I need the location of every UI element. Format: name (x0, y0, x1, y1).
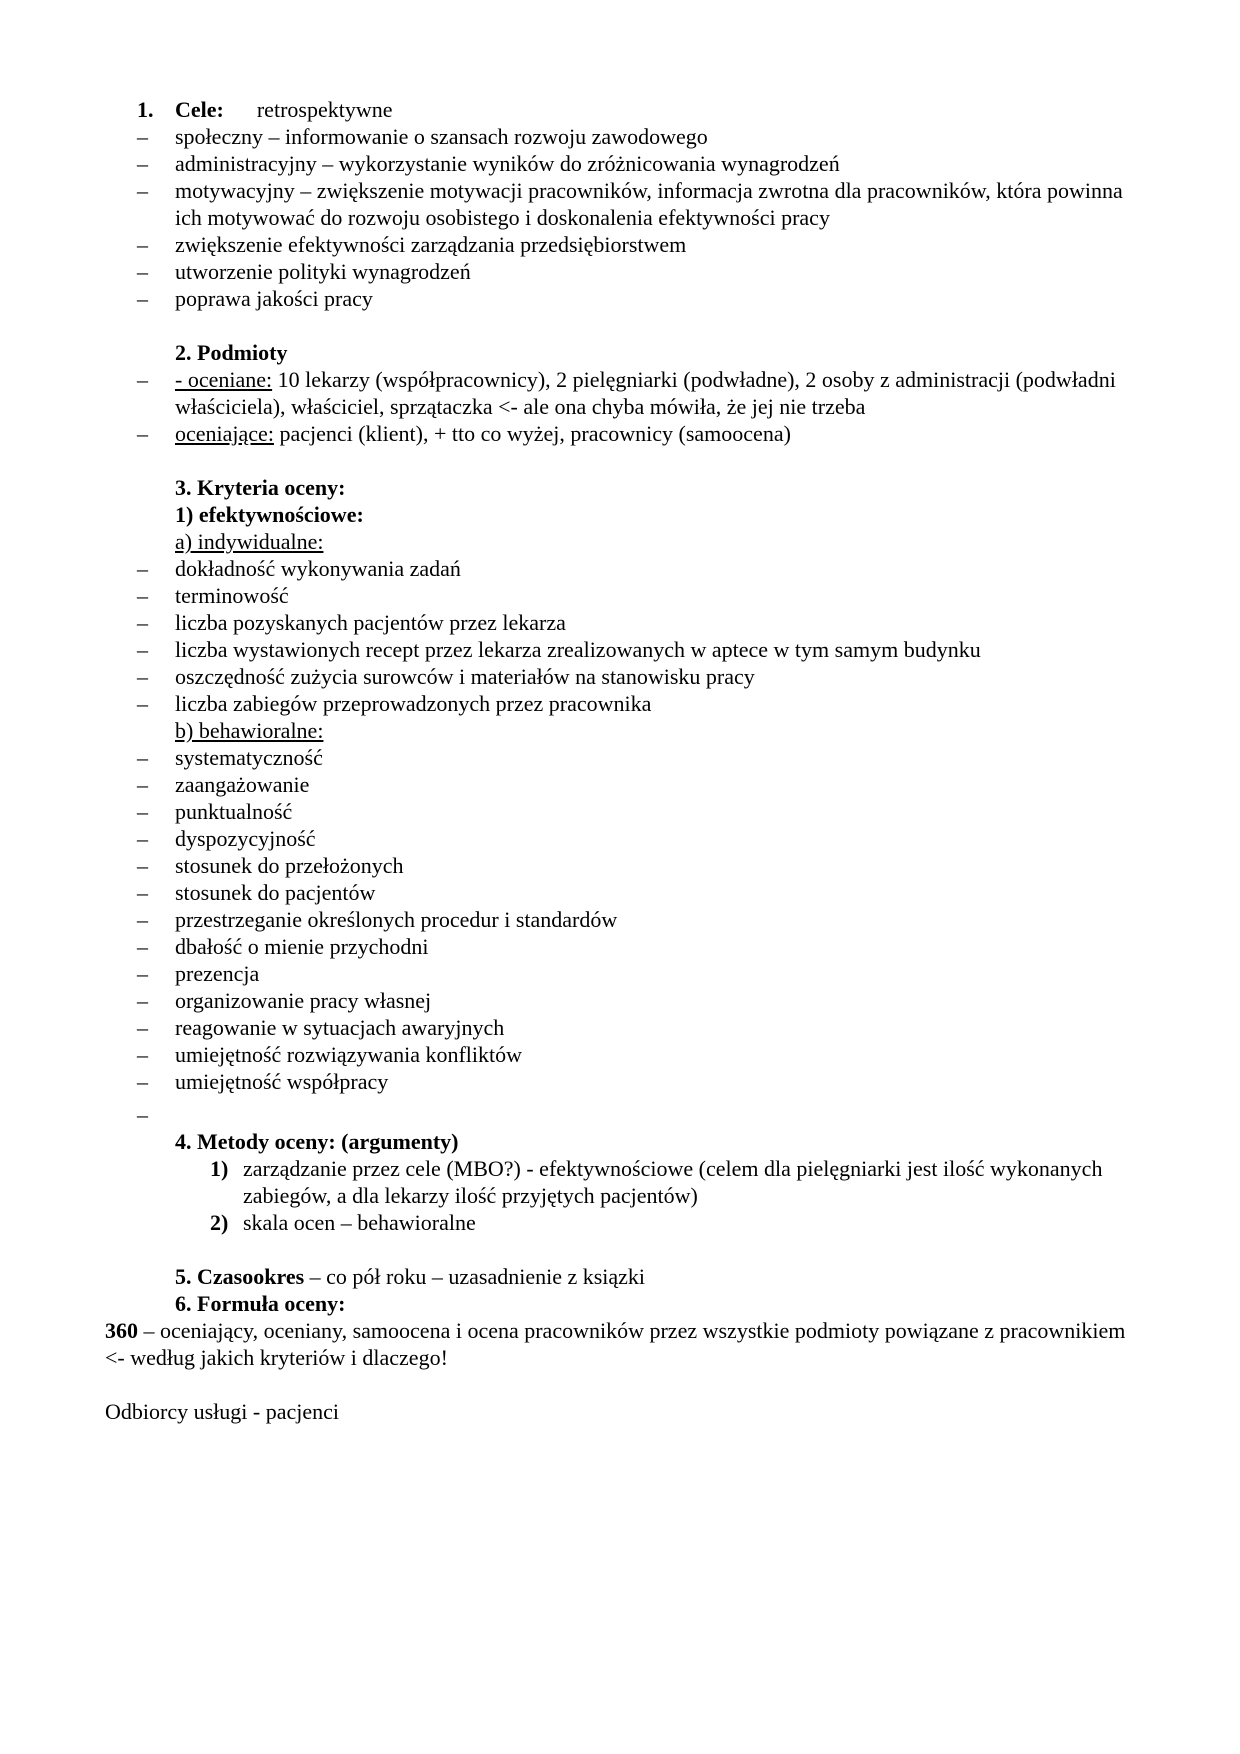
text-content (175, 96, 1140, 123)
text-run: zaangażowanie (175, 772, 310, 797)
blank-line (105, 1371, 1140, 1398)
section-heading-line (175, 1128, 1140, 1155)
paragraph (105, 1398, 1140, 1425)
list-marker: – (137, 1042, 148, 1067)
text-run: 10 lekarzy (współpracownicy), 2 pielęgniarki (podwładne), 2 osoby z administracji (podwładni właściciela), właściciel, sprzątaczka <- ale ona chyba mówiła, że jej nie trzeba (175, 367, 1122, 419)
text-content (105, 1398, 1140, 1425)
list-marker: – (137, 664, 148, 689)
list-marker: – (137, 934, 148, 959)
list-marker: – (137, 367, 148, 392)
list-marker: – (137, 421, 148, 446)
text-content (175, 339, 1140, 366)
text-content (175, 474, 1140, 501)
text-content (175, 1068, 1140, 1095)
list-marker: – (137, 610, 148, 635)
text-run: Odbiorcy usługi - pacjenci (105, 1399, 339, 1424)
dash-list-item (137, 150, 1140, 177)
text-run: 5. Czasookres (175, 1264, 305, 1289)
text-content (175, 771, 1140, 798)
text-run: retrospektywne (223, 97, 393, 122)
list-marker: – (137, 1015, 148, 1040)
text-run: reagowanie w sytuacjach awaryjnych (175, 1015, 505, 1040)
dash-list-item (137, 987, 1140, 1014)
text-run: umiejętność współpracy (175, 1069, 389, 1094)
text-run: liczba zabiegów przeprowadzonych przez pracownika (175, 691, 652, 716)
list-marker: – (137, 232, 148, 257)
text-content (175, 285, 1140, 312)
dash-list-item (137, 1041, 1140, 1068)
list-marker: – (137, 799, 148, 824)
dash-list-item (137, 690, 1140, 717)
list-marker: – (137, 745, 148, 770)
text-content (175, 1128, 1140, 1155)
dash-list-item (137, 1068, 1140, 1095)
text-content (175, 366, 1140, 420)
list-marker: – (137, 826, 148, 851)
dash-list-item (137, 663, 1140, 690)
list-marker: – (137, 988, 148, 1013)
text-content (175, 798, 1140, 825)
text-run: systematyczność (175, 745, 323, 770)
text-content (175, 1095, 1140, 1122)
dash-list-item (137, 852, 1140, 879)
section-heading-line (175, 339, 1140, 366)
dash-list-item (137, 420, 1140, 447)
text-content (175, 1041, 1140, 1068)
text-run: oszczędność zużycia surowców i materiałów na stanowisku pracy (175, 664, 755, 689)
text-run: 360 (105, 1318, 138, 1343)
blank-line (105, 447, 1140, 474)
section-heading-line (175, 501, 1140, 528)
dash-list-item (137, 285, 1140, 312)
text-run: organizowanie pracy własnej (175, 988, 432, 1013)
list-marker: – (137, 286, 148, 311)
text-run: poprawa jakości pracy (175, 286, 373, 311)
dash-list-item (137, 933, 1140, 960)
dash-list-item (137, 582, 1140, 609)
text-content (175, 717, 1140, 744)
text-run: oceniające: (175, 421, 274, 446)
dash-list-item (137, 636, 1140, 663)
text-run: punktualność (175, 799, 293, 824)
list-marker: – (137, 259, 148, 284)
text-content (175, 987, 1140, 1014)
text-run: administracyjny – wykorzystanie wyników do zróżnicowania wynagrodzeń (175, 151, 840, 176)
text-run: liczba pozyskanych pacjentów przez lekarza (175, 610, 566, 635)
section-heading-line (175, 717, 1140, 744)
list-marker: – (137, 907, 148, 932)
text-run: stosunek do pacjentów (175, 880, 376, 905)
text-content (175, 852, 1140, 879)
text-content (175, 1263, 1140, 1290)
text-run: terminowość (175, 583, 289, 608)
text-content (175, 582, 1140, 609)
dash-list-item (137, 609, 1140, 636)
section-heading-line (175, 528, 1140, 555)
text-run: – oceniający, oceniany, samoocena i ocena pracowników przez wszystkie podmioty powiązane z pracownikiem <- według jakich kryteriów i dlaczego! (105, 1318, 1137, 1370)
list-marker: – (137, 880, 148, 905)
text-run: prezencja (175, 961, 260, 986)
dash-list-item (137, 177, 1140, 231)
text-run: motywacyjny – zwiększenie motywacji pracowników, informacja zwrotna dla pracowników, która powinna ich motywować do rozwoju osobistego i doskonalenia efektywności pracy (175, 178, 1129, 230)
list-marker: – (137, 691, 148, 716)
text-content (175, 609, 1140, 636)
dash-list-item (137, 123, 1140, 150)
dash-list-item (137, 555, 1140, 582)
list-marker: – (137, 583, 148, 608)
text-content (175, 663, 1140, 690)
text-run: Cele: (175, 97, 224, 122)
text-content (175, 636, 1140, 663)
list-marker: – (137, 178, 148, 203)
text-run: b) behawioralne: (175, 718, 324, 743)
sub-numbered-list-item (210, 1155, 1140, 1209)
dash-list-item (137, 771, 1140, 798)
text-run: 1) efektywnościowe: (175, 502, 364, 527)
section-heading-line (175, 1263, 1140, 1290)
dash-list-item (137, 366, 1140, 420)
blank-line (105, 1236, 1140, 1263)
text-run: umiejętność rozwiązywania konfliktów (175, 1042, 523, 1067)
text-run: a) indywidualne: (175, 529, 324, 554)
blank-line (105, 312, 1140, 339)
paragraph (105, 1317, 1140, 1371)
list-marker: – (137, 637, 148, 662)
text-content (175, 1014, 1140, 1041)
list-marker: – (137, 151, 148, 176)
text-run: – co pół roku – uzasadnienie z ksiązki (304, 1264, 646, 1289)
text-content (175, 744, 1140, 771)
section-heading-line (175, 1290, 1140, 1317)
dash-list-item (137, 906, 1140, 933)
text-run: 2. Podmioty (175, 340, 288, 365)
dash-list-item (137, 879, 1140, 906)
list-marker: – (137, 961, 148, 986)
dash-list-item (137, 960, 1140, 987)
sub-numbered-list-item (210, 1209, 1140, 1236)
text-run: stosunek do przełożonych (175, 853, 404, 878)
dash-list-item (137, 258, 1140, 285)
document-content (105, 96, 1140, 1425)
dash-list-item (137, 744, 1140, 771)
dash-list-item (137, 1014, 1140, 1041)
text-run: utworzenie polityki wynagrodzeń (175, 259, 471, 284)
text-content (175, 879, 1140, 906)
text-run: przestrzeganie określonych procedur i standardów (175, 907, 618, 932)
text-content (175, 420, 1140, 447)
list-marker: – (137, 772, 148, 797)
text-content (175, 123, 1140, 150)
text-run: - oceniane: (175, 367, 273, 392)
dash-list-item (137, 825, 1140, 852)
list-marker: 2) (210, 1210, 229, 1235)
list-marker: – (137, 853, 148, 878)
text-run: zwiększenie efektywności zarządzania przedsiębiorstwem (175, 232, 687, 257)
dash-list-item (137, 798, 1140, 825)
list-marker: – (137, 556, 148, 581)
text-run: 6. Formuła oceny: (175, 1291, 346, 1316)
text-run: pacjenci (klient), + tto co wyżej, pracownicy (samoocena) (273, 421, 791, 446)
numbered-list-item (137, 96, 1140, 123)
dash-list-item (137, 231, 1140, 258)
text-content (175, 906, 1140, 933)
text-content (175, 258, 1140, 285)
text-content (243, 1209, 1140, 1236)
section-heading-line (175, 474, 1140, 501)
list-marker: – (137, 124, 148, 149)
text-run: dokładność wykonywania zadań (175, 556, 461, 581)
text-run: liczba wystawionych recept przez lekarza zrealizowanych w aptece w tym samym budynku (175, 637, 981, 662)
text-run: 4. Metody oceny: (argumenty) (175, 1129, 459, 1154)
text-content (175, 825, 1140, 852)
list-marker: – (137, 1102, 148, 1127)
text-content (175, 150, 1140, 177)
text-run: skala ocen – behawioralne (243, 1210, 476, 1235)
text-run: 3. Kryteria oceny: (175, 475, 346, 500)
text-run: zarządzanie przez cele (MBO?) - efektywnościowe (celem dla pielęgniarki jest ilość wykonanych zabiegów, a dla lekarzy ilość przyjętych pacjentów) (243, 1156, 1108, 1208)
text-run: społeczny – informowanie o szansach rozwoju zawodowego (175, 124, 708, 149)
text-content (243, 1155, 1140, 1209)
text-content (175, 555, 1140, 582)
list-marker: 1) (210, 1156, 229, 1181)
text-content (175, 177, 1140, 231)
list-marker: 1. (137, 97, 154, 122)
dash-list-item (137, 1095, 1140, 1128)
text-run: dyspozycyjność (175, 826, 316, 851)
text-content (175, 1290, 1140, 1317)
text-content (175, 933, 1140, 960)
text-content (175, 528, 1140, 555)
text-run: dbałość o mienie przychodni (175, 934, 429, 959)
text-content (175, 690, 1140, 717)
text-content (175, 501, 1140, 528)
text-content (175, 231, 1140, 258)
text-content (105, 1317, 1140, 1371)
list-marker: – (137, 1069, 148, 1094)
text-content (175, 960, 1140, 987)
